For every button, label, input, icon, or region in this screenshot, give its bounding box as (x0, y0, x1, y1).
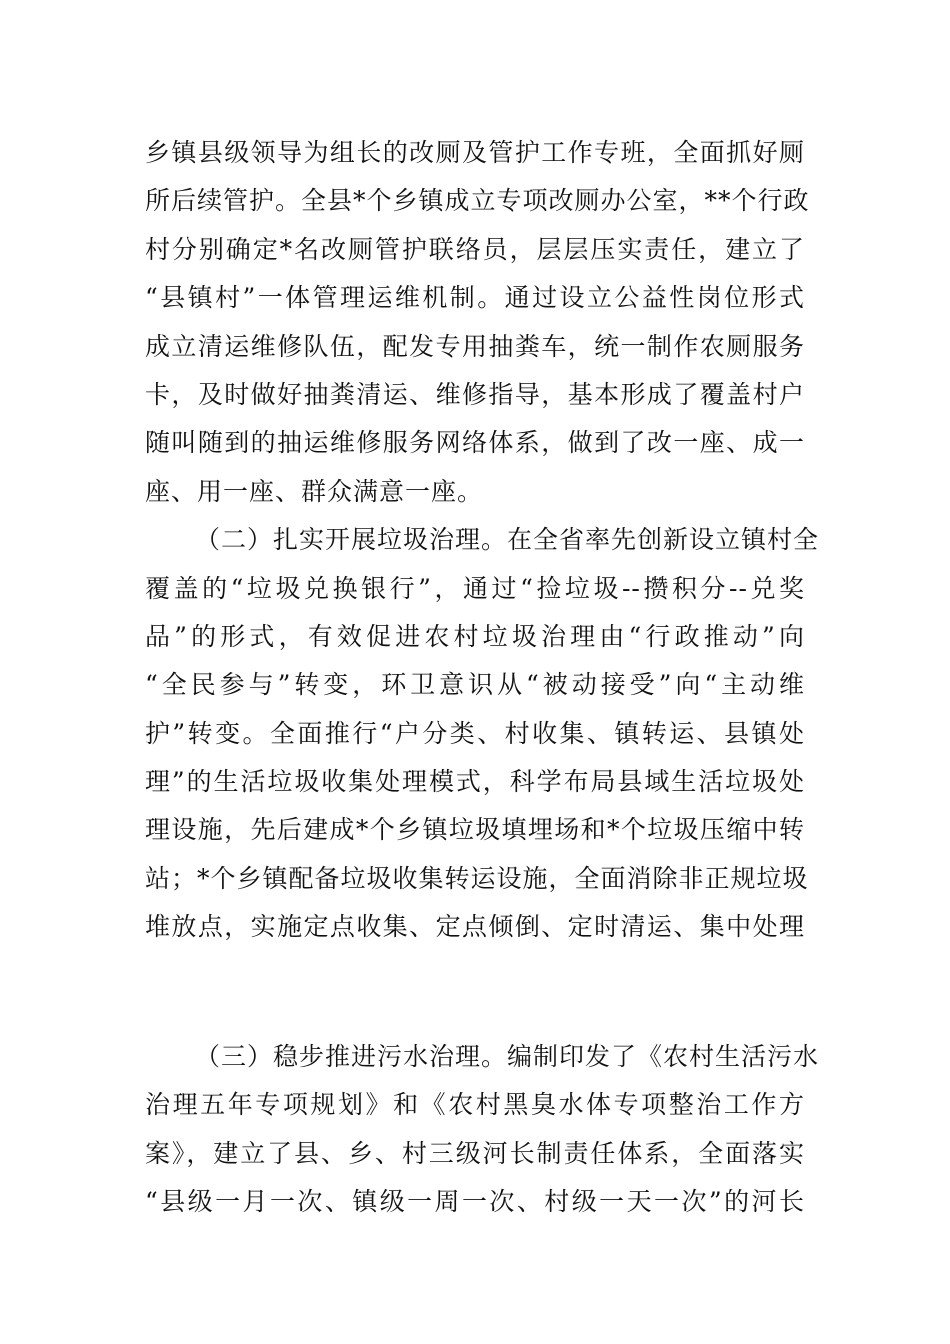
text-line: “县级一月一次、镇级一周一次、村级一天一次”的河长 (145, 1187, 805, 1217)
text-line: 村分别确定*名改厕管护联络员，层层压实责任，建立了 (145, 234, 805, 264)
document-body-lower (145, 1033, 820, 1227)
text-line: 理设施，先后建成*个乡镇垃圾填埋场和*个垃圾压缩中转 (145, 815, 805, 845)
text-line: 所后续管护。全县*个乡镇成立专项改厕办公室，**个行政 (145, 186, 810, 216)
text-line: （三）稳步推进污水治理。编制印发了《农村生活污水 (195, 1042, 820, 1071)
text-line: 品”的形式，有效促进农村垃圾治理由“行政推动”向 (145, 621, 805, 651)
paragraph-garbage-treatment (145, 516, 820, 952)
text-line: 护”转变。全面推行“户分类、村收集、镇转运、县镇处 (145, 718, 805, 748)
text-line: “县镇村”一体管理运维机制。通过设立公益性岗位形式 (145, 283, 805, 313)
document-body-upper (145, 129, 820, 952)
text-line: 卡，及时做好抽粪清运、维修指导，基本形成了覆盖村户 (145, 379, 805, 409)
text-line: 成立清运维修队伍，配发专用抽粪车，统一制作农厕服务 (145, 331, 805, 361)
text-line: 理”的生活垃圾收集处理模式，科学布局县域生活垃圾处 (145, 767, 805, 797)
text-line: 治理五年专项规划》和《农村黑臭水体专项整治工作方 (145, 1090, 805, 1120)
text-line: 站；*个乡镇配备垃圾收集转运设施，全面消除非正规垃圾 (145, 863, 809, 893)
text-line: 随叫随到的抽运维修服务网络体系，做到了改一座、成一 (145, 428, 805, 458)
text-line: 堆放点，实施定点收集、定点倾倒、定时清运、集中处理 (145, 912, 805, 942)
paragraph-sewage-treatment (145, 1033, 820, 1227)
text-line: “全民参与”转变，环卫意识从“被动接受”向“主动维 (145, 670, 805, 700)
text-line: 覆盖的“垃圾兑换银行”，通过“捡垃圾--攒积分--兑奖 (145, 573, 805, 603)
text-line: 案》，建立了县、乡、村三级河长制责任体系，全面落实 (145, 1138, 805, 1168)
text-line: （二）扎实开展垃圾治理。在全省率先创新设立镇村全 (195, 525, 820, 555)
text-line: 乡镇县级领导为组长的改厕及管护工作专班，全面抓好厕 (145, 138, 805, 167)
paragraph-toilet-management (145, 129, 810, 516)
text-line: 座、用一座、群众满意一座。 (145, 476, 484, 506)
